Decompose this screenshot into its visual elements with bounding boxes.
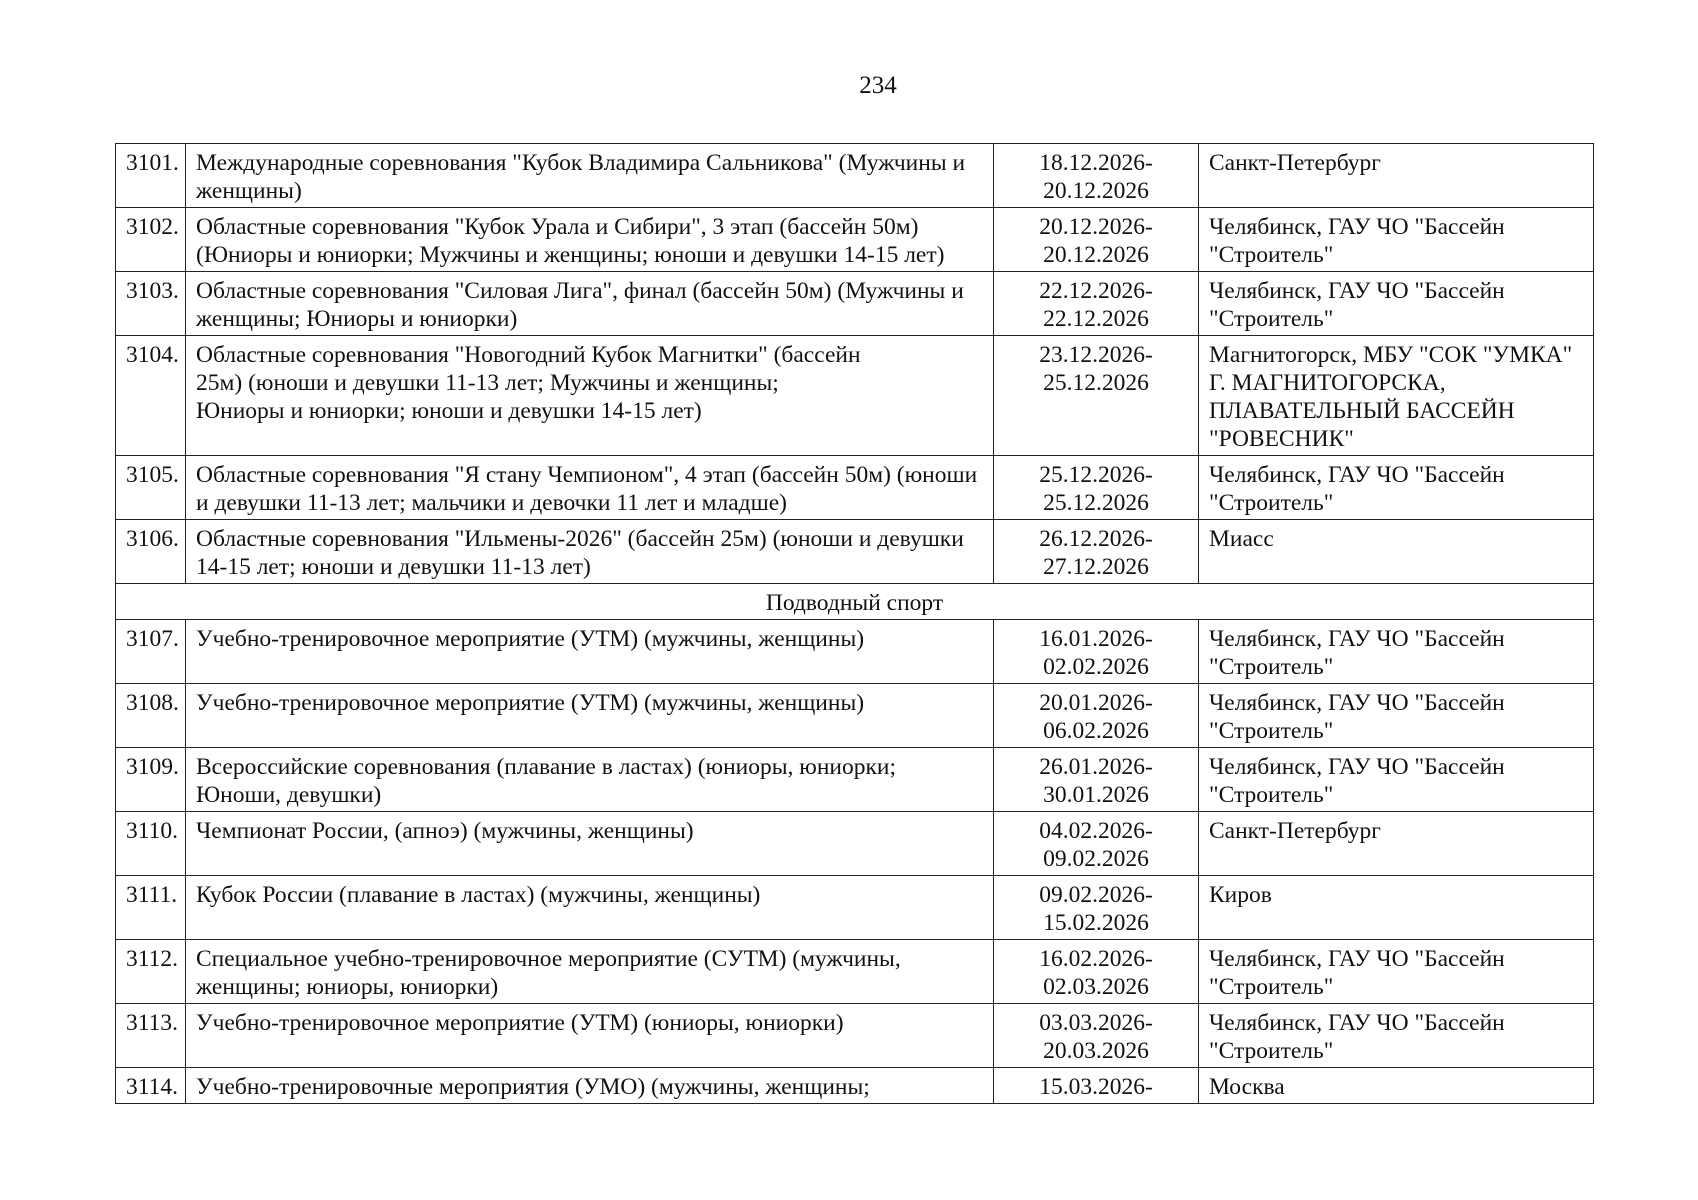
event-location: Челябинск, ГАУ ЧО "Бассейн "Строитель" — [1199, 208, 1594, 272]
event-name: Всероссийские соревнования (плавание в ластах) (юниоры, юниорки; Юноши, девушки) — [186, 748, 994, 812]
event-dates: 09.02.2026- 15.02.2026 — [994, 876, 1199, 940]
event-dates: 03.03.2026- 20.03.2026 — [994, 1004, 1199, 1068]
event-location: Санкт-Петербург — [1199, 144, 1594, 208]
table-row — [116, 144, 1594, 208]
event-location: Санкт-Петербург — [1199, 812, 1594, 876]
row-number: 3109. — [116, 748, 186, 812]
section-header-row — [116, 584, 1594, 620]
table-row — [116, 876, 1594, 940]
row-number: 3102. — [116, 208, 186, 272]
event-location: Челябинск, ГАУ ЧО "Бассейн "Строитель" — [1199, 684, 1594, 748]
table-row — [116, 940, 1594, 1004]
event-dates: 16.01.2026- 02.02.2026 — [994, 620, 1199, 684]
event-location: Магнитогорск, МБУ "СОК "УМКА" Г. МАГНИТОГОРСКА, ПЛАВАТЕЛЬНЫЙ БАССЕЙН "РОВЕСНИК" — [1199, 336, 1594, 456]
event-location: Москва — [1199, 1068, 1594, 1104]
row-number: 3104. — [116, 336, 186, 456]
event-name: Учебно-тренировочное мероприятие (УТМ) (мужчины, женщины) — [186, 684, 994, 748]
table-row — [116, 748, 1594, 812]
table-row — [116, 1068, 1594, 1104]
row-number: 3105. — [116, 456, 186, 520]
row-number: 3113. — [116, 1004, 186, 1068]
event-name: Международные соревнования "Кубок Владимира Сальникова" (Мужчины и женщины) — [186, 144, 994, 208]
event-location: Челябинск, ГАУ ЧО "Бассейн "Строитель" — [1199, 456, 1594, 520]
event-location: Челябинск, ГАУ ЧО "Бассейн "Строитель" — [1199, 1004, 1594, 1068]
table-row — [116, 520, 1594, 584]
event-dates: 16.02.2026- 02.03.2026 — [994, 940, 1199, 1004]
row-number: 3108. — [116, 684, 186, 748]
event-dates: 20.12.2026- 20.12.2026 — [994, 208, 1199, 272]
table-row — [116, 336, 1594, 456]
event-dates: 04.02.2026- 09.02.2026 — [994, 812, 1199, 876]
event-dates: 20.01.2026- 06.02.2026 — [994, 684, 1199, 748]
row-number: 3112. — [116, 940, 186, 1004]
event-name: Учебно-тренировочные мероприятия (УМО) (мужчины, женщины; — [186, 1068, 994, 1104]
event-location: Челябинск, ГАУ ЧО "Бассейн "Строитель" — [1199, 272, 1594, 336]
event-dates: 18.12.2026- 20.12.2026 — [994, 144, 1199, 208]
row-number: 3106. — [116, 520, 186, 584]
event-dates: 26.01.2026- 30.01.2026 — [994, 748, 1199, 812]
table-row — [116, 1004, 1594, 1068]
event-dates: 26.12.2026- 27.12.2026 — [994, 520, 1199, 584]
table-row — [116, 272, 1594, 336]
event-name: Областные соревнования "Силовая Лига", финал (бассейн 50м) (Мужчины и женщины; Юниоры и юниорки) — [186, 272, 994, 336]
section-title: Подводный спорт — [116, 584, 1594, 620]
row-number: 3101. — [116, 144, 186, 208]
row-number: 3111. — [116, 876, 186, 940]
event-dates: 15.03.2026- — [994, 1068, 1199, 1104]
event-location: Челябинск, ГАУ ЧО "Бассейн "Строитель" — [1199, 620, 1594, 684]
event-location: Челябинск, ГАУ ЧО "Бассейн "Строитель" — [1199, 748, 1594, 812]
events-table-body — [116, 144, 1594, 1104]
row-number: 3103. — [116, 272, 186, 336]
event-name: Кубок России (плавание в ластах) (мужчины, женщины) — [186, 876, 994, 940]
row-number: 3114. — [116, 1068, 186, 1104]
event-location: Челябинск, ГАУ ЧО "Бассейн "Строитель" — [1199, 940, 1594, 1004]
event-name: Учебно-тренировочное мероприятие (УТМ) (мужчины, женщины) — [186, 620, 994, 684]
table-row — [116, 620, 1594, 684]
event-name: Областные соревнования "Кубок Урала и Сибири", 3 этап (бассейн 50м) (Юниоры и юниорки; Мужчины и женщины; юноши и девушки 14-15 лет) — [186, 208, 994, 272]
event-name: Чемпионат России, (апноэ) (мужчины, женщины) — [186, 812, 994, 876]
page-number: 234 — [859, 72, 897, 99]
event-name: Областные соревнования "Новогодний Кубок Магнитки" (бассейн 25м) (юноши и девушки 11-13 лет; Мужчины и женщины; Юниоры и юниорки; юноши и девушки 14-15 лет) — [186, 336, 994, 456]
event-dates: 22.12.2026- 22.12.2026 — [994, 272, 1199, 336]
event-name: Учебно-тренировочное мероприятие (УТМ) (юниоры, юниорки) — [186, 1004, 994, 1068]
row-number: 3110. — [116, 812, 186, 876]
table-row — [116, 812, 1594, 876]
event-dates: 25.12.2026- 25.12.2026 — [994, 456, 1199, 520]
table-row — [116, 208, 1594, 272]
row-number: 3107. — [116, 620, 186, 684]
event-name: Областные соревнования "Ильмены-2026" (бассейн 25м) (юноши и девушки 14-15 лет; юноши и девушки 11-13 лет) — [186, 520, 994, 584]
table-row — [116, 684, 1594, 748]
events-table — [115, 143, 1594, 1104]
event-location: Миасс — [1199, 520, 1594, 584]
event-location: Киров — [1199, 876, 1594, 940]
event-name: Специальное учебно-тренировочное мероприятие (СУТМ) (мужчины, женщины; юниоры, юниорки) — [186, 940, 994, 1004]
table-row — [116, 456, 1594, 520]
event-name: Областные соревнования "Я стану Чемпионом", 4 этап (бассейн 50м) (юноши и девушки 11-13 лет; мальчики и девочки 11 лет и младше) — [186, 456, 994, 520]
event-dates: 23.12.2026- 25.12.2026 — [994, 336, 1199, 456]
